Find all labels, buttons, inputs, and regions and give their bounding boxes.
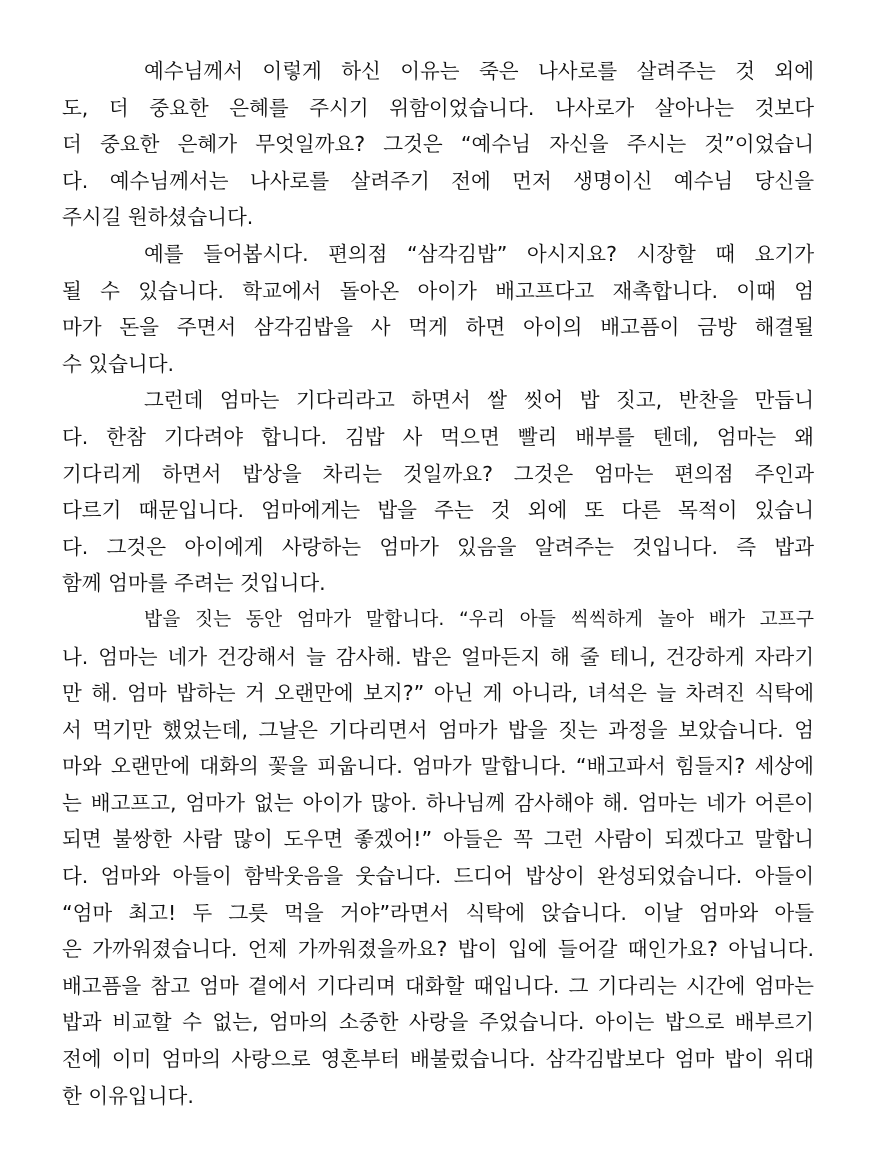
text-line: 서 먹기만 했었는데, 그날은 기다리면서 엄마가 밥을 짓는 과정을 보았습니다. 엄 [62, 717, 814, 742]
text-line: 더 중요한 은혜가 무엇일까요? 그것은 “예수님 자신을 주시는 것”이었습니 [62, 132, 814, 157]
text-line: 은 가까워졌습니다. 언제 가까워졌을까요? 밥이 입에 들어갈 때인가요? 아닙니다. [62, 937, 814, 962]
text-line: “엄마 최고! 두 그릇 먹을 거야”라면서 식탁에 앉습니다. 이날 엄마와 아들 [62, 900, 814, 925]
text-line: 수 있습니다. [62, 351, 175, 376]
text-line: 도, 더 중요한 은혜를 주시기 위함이었습니다. 나사로가 살아나는 것보다 [62, 95, 814, 120]
text-line: 마가 돈을 주면서 삼각김밥을 사 먹게 하면 아이의 배고픔이 금방 해결될 [62, 315, 814, 340]
text-line: 다. 엄마와 아들이 함박웃음을 웃습니다. 드디어 밥상이 완성되었습니다. 아들이 [62, 864, 814, 889]
paragraph-first-line: 예수님께서 이렇게 하신 이유는 죽은 나사로를 살려주는 것 외에 [144, 59, 814, 83]
text-line: 밥과 비교할 수 없는, 엄마의 소중한 사랑을 주었습니다. 아이는 밥으로 배부르기 [62, 1010, 815, 1035]
paragraph [62, 53, 814, 236]
text-line: 다. 한참 기다려야 합니다. 김밥 사 먹으면 빨리 배부를 텐데, 엄마는 왜 [62, 424, 814, 449]
text-line: 함께 엄마를 주려는 것입니다. [62, 571, 326, 596]
paragraph [62, 382, 814, 602]
text-line: 다. 그것은 아이에게 사랑하는 엄마가 있음을 알려주는 것입니다. 즉 밥과 [62, 534, 814, 559]
text-line: 다. 예수님께서는 나사로를 살려주기 전에 먼저 생명이신 예수님 당신을 [62, 168, 814, 193]
text-line: 는 배고프고, 엄마가 없는 아이가 많아. 하나님께 감사해야 해. 엄마는 네가 어른이 [62, 790, 814, 815]
paragraph-first-line: 밥을 짓는 동안 엄마가 말합니다. “우리 아들 씩씩하게 놀아 배가 고프구 [144, 608, 814, 630]
text-line: 되면 불쌍한 사람 많이 도우면 좋겠어!” 아들은 꼭 그런 사람이 되겠다고 말합니 [62, 827, 814, 852]
paragraph [62, 602, 814, 1114]
text-line: 마와 오랜만에 대화의 꽃을 피웁니다. 엄마가 말합니다. “배고파서 힘들지? 세상에 [62, 754, 814, 779]
text-line: 만 해. 엄마 밥하는 거 오랜만에 보지?” 아닌 게 아니라, 녀석은 늘 차려진 식탁에 [62, 681, 814, 706]
paragraph-first-line: 예를 들어봅시다. 편의점 “삼각김밥” 아시지요? 시장할 때 요기가 [144, 241, 814, 266]
text-line: 될 수 있습니다. 학교에서 돌아온 아이가 배고프다고 재촉합니다. 이때 엄 [62, 278, 814, 303]
text-line: 기다리게 하면서 밥상을 차리는 것일까요? 그것은 엄마는 편의점 주인과 [62, 461, 814, 486]
body-text [62, 53, 814, 1114]
text-line: 다르기 때문입니다. 엄마에게는 밥을 주는 것 외에 또 다른 목적이 있습니 [62, 498, 814, 523]
text-line: 한 이유입니다. [62, 1083, 194, 1108]
text-line: 나. 엄마는 네가 건강해서 늘 감사해. 밥은 얼마든지 해 줄 테니, 건강하게 자라기 [62, 644, 814, 669]
paragraph [62, 236, 814, 382]
text-line: 배고픔을 참고 엄마 곁에서 기다리며 대화할 때입니다. 그 기다리는 시간에 엄마는 [62, 973, 814, 998]
paragraph-first-line: 그런데 엄마는 기다리라고 하면서 쌀 씻어 밥 짓고, 반찬을 만듭니 [144, 388, 814, 413]
text-line: 전에 이미 엄마의 사랑으로 영혼부터 배불렀습니다. 삼각김밥보다 엄마 밥이 위대 [62, 1047, 814, 1072]
text-line: 주시길 원하셨습니다. [62, 205, 254, 230]
